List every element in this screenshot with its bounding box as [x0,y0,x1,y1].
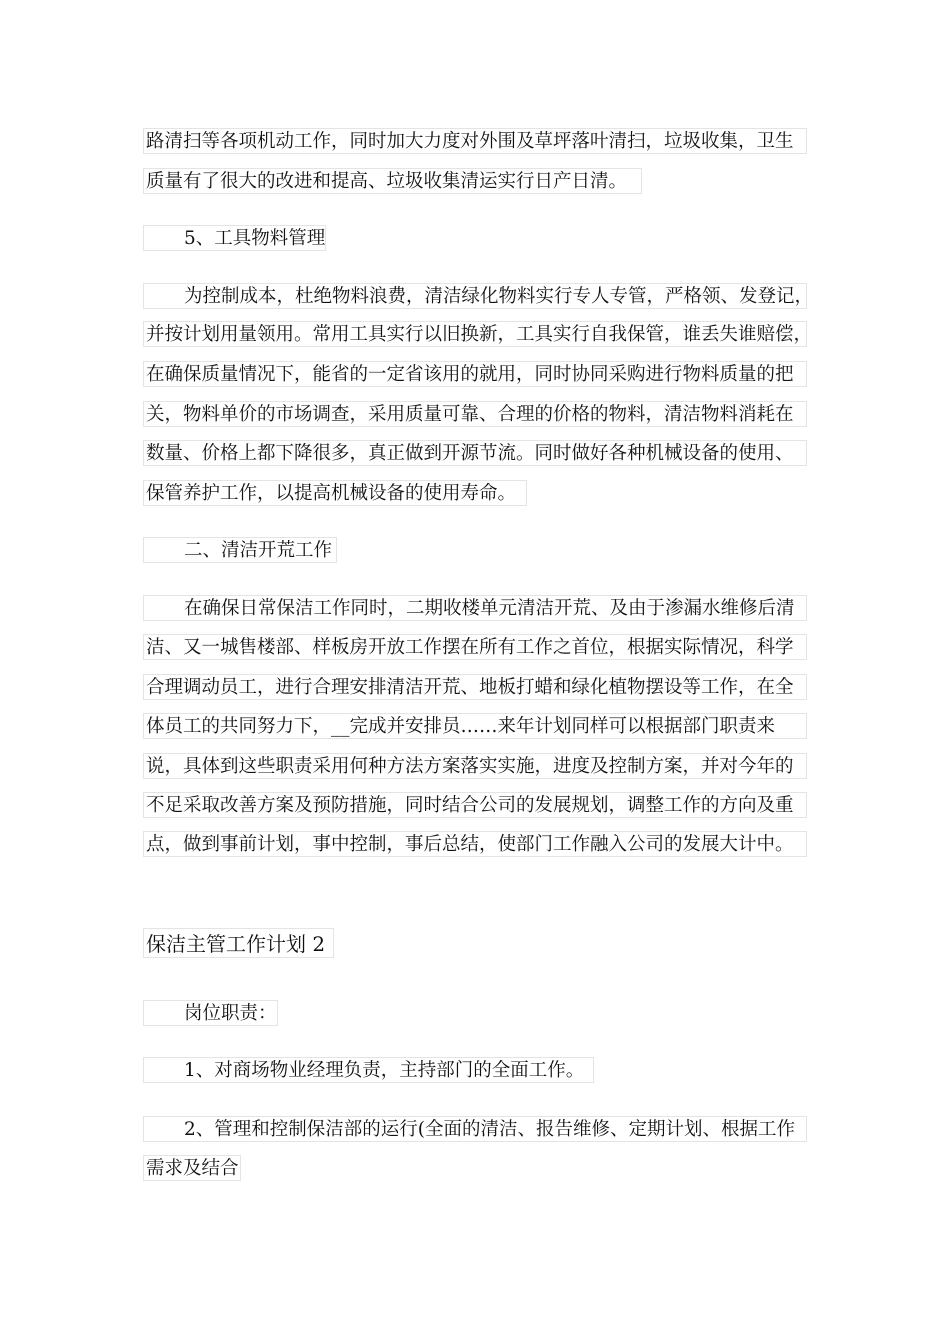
paragraph-line: 为控制成本，杜绝物料浪费，清洁绿化物料实行专人专管，严格领、发登记， [143,283,807,309]
list-item: 1、对商场物业经理负责，主持部门的全面工作。 [143,1057,594,1083]
paragraph-line: 在确保日常保洁工作同时，二期收楼单元清洁开荒、及由于渗漏水维修后清 [143,595,807,621]
section-heading: 5、工具物料管理 [143,225,326,251]
paragraph-line: 路清扫等各项机动工作，同时加大力度对外围及草坪落叶清扫，垃圾收集，卫生 [143,128,807,154]
list-item: 2、管理和控制保洁部的运行(全面的清洁、报告维修、定期计划、根据工作 [143,1116,807,1142]
paragraph-line: 需求及结合 [143,1155,241,1181]
paragraph-line: 体员工的共同努力下，__完成并安排员……来年计划同样可以根据部门职责来 [143,713,807,739]
paragraph-line: 数量、价格上都下降很多，真正做到开源节流。同时做好各种机械设备的使用、 [143,440,807,466]
paragraph-line: 质量有了很大的改进和提高、垃圾收集清运实行日产日清。 [143,168,642,194]
paragraph-line: 合理调动员工，进行合理安排清洁开荒、地板打蜡和绿化植物摆设等工作，在全 [143,674,807,700]
section-heading: 二、清洁开荒工作 [143,537,337,563]
paragraph-line: 点，做到事前计划，事中控制，事后总结，使部门工作融入公司的发展大计中。 [143,831,807,857]
paragraph-line: 在确保质量情况下，能省的一定省该用的就用，同时协同采购进行物料质量的把 [143,361,807,387]
document-title: 保洁主管工作计划 2 [143,928,334,958]
paragraph-line: 说，具体到这些职责采用何种方法方案落实实施，进度及控制方案，并对今年的 [143,753,807,779]
paragraph-line: 洁、又一城售楼部、样板房开放工作摆在所有工作之首位，根据实际情况，科学 [143,634,807,660]
paragraph-line: 保管养护工作，以提高机械设备的使用寿命。 [143,480,527,506]
paragraph-line: 关，物料单价的市场调查，采用质量可靠、合理的价格的物料，清洁物料消耗在 [143,401,807,427]
paragraph-line: 不足采取改善方案及预防措施，同时结合公司的发展规划，调整工作的方向及重 [143,792,807,818]
paragraph-line: 并按计划用量领用。常用工具实行以旧换新，工具实行自我保管，谁丢失谁赔偿， [143,321,807,347]
section-heading: 岗位职责： [143,1000,278,1026]
